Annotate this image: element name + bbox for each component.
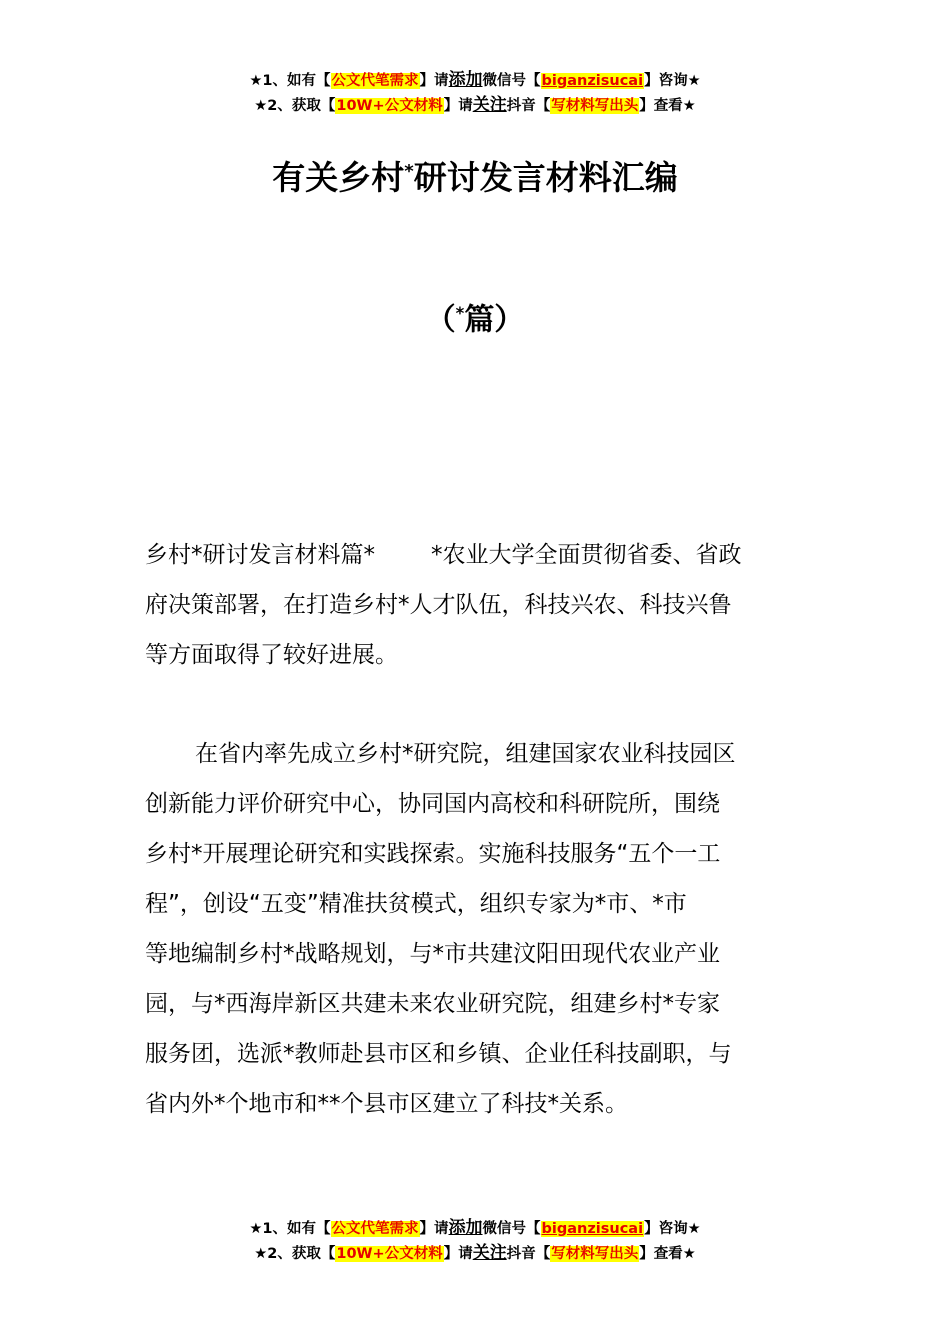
notice-text: 】请 — [443, 98, 473, 114]
notice-text: 微信号【 — [482, 1221, 541, 1237]
notice-text: 】请 — [419, 73, 449, 89]
subtitle-placeholder-mark: * — [455, 304, 465, 323]
paragraph-line: 府决策部署，在打造乡村*人才队伍，科技兴农、科技兴鲁 — [145, 592, 732, 618]
douyin-account: 写材料写出头 — [551, 1246, 639, 1262]
wechat-id: biganzisucai — [541, 1221, 644, 1237]
notice-line-1 — [0, 1216, 950, 1241]
highlight-materials: 10W+公文材料 — [336, 1246, 443, 1262]
notice-text: ★2、获取【 — [254, 98, 336, 114]
notice-text: 】咨询★ — [644, 1221, 701, 1237]
notice-text: 】查看★ — [639, 1246, 696, 1262]
emphasis-add: 添加 — [448, 1218, 483, 1238]
notice-text: 微信号【 — [482, 73, 541, 89]
paragraph-line — [145, 530, 807, 580]
emphasis-add: 添加 — [448, 70, 483, 90]
title-text: 研讨发言材料汇编 — [413, 157, 678, 197]
highlight-service: 公文代笔需求 — [331, 1221, 419, 1237]
emphasis-follow: 关注 — [472, 95, 507, 115]
body-paragraph-1 — [145, 530, 807, 680]
title-text: 有关乡村 — [272, 157, 405, 197]
notice-text: 】查看★ — [639, 98, 696, 114]
paragraph-line: 乡村*开展理论研究和实践探索。实施科技服务“五个一工 — [145, 841, 721, 867]
paragraph-line: 程”，创设“五变”精准扶贫模式，组织专家为*市、*市 — [145, 891, 687, 917]
notice-text: 抖音【 — [506, 98, 551, 114]
paragraph-line: 在省内率先成立乡村*研究院，组建国家农业科技园区 — [195, 741, 736, 767]
paragraph-line: 园，与*西海岸新区共建未来农业研究院，组建乡村*专家 — [145, 991, 720, 1017]
notice-line-1 — [0, 68, 950, 93]
wechat-id: biganzisucai — [541, 73, 644, 89]
notice-text: 】请 — [443, 1246, 473, 1262]
notice-text: ★1、如有【 — [249, 1221, 331, 1237]
notice-text: 抖音【 — [506, 1246, 551, 1262]
notice-text: 】请 — [419, 1221, 449, 1237]
header-notice — [0, 68, 950, 118]
notice-line-2 — [0, 1241, 950, 1266]
paragraph-line: 等方面取得了较好进展。 — [145, 642, 398, 668]
notice-text: ★2、获取【 — [254, 1246, 336, 1262]
body-paragraph-2 — [145, 729, 807, 1129]
notice-text: ★1、如有【 — [249, 73, 331, 89]
document-subtitle — [0, 290, 950, 345]
footer-notice — [0, 1216, 950, 1266]
title-placeholder-mark: * — [404, 161, 414, 182]
document-title — [0, 146, 950, 204]
notice-text: 】咨询★ — [644, 73, 701, 89]
paragraph-line: 省内外*个地市和**个县市区建立了科技*关系。 — [145, 1091, 628, 1117]
paragraph-text: 乡村*研讨发言材料篇* — [145, 542, 375, 568]
highlight-materials: 10W+公文材料 — [336, 98, 443, 114]
subtitle-text: 篇） — [464, 302, 525, 338]
paragraph-line: 创新能力评价研究中心，协同国内高校和科研院所，围绕 — [145, 791, 720, 817]
notice-line-2 — [0, 93, 950, 118]
paragraph-text: *农业大学全面贯彻省委、省政 — [431, 542, 742, 568]
paragraph-line: 等地编制乡村*战略规划，与*市共建汶阳田现代农业产业 — [145, 941, 720, 967]
highlight-service: 公文代笔需求 — [331, 73, 419, 89]
paragraph-line: 服务团，选派*教师赴县市区和乡镇、企业任科技副职，与 — [145, 1041, 732, 1067]
subtitle-text: （ — [425, 302, 456, 338]
douyin-account: 写材料写出头 — [551, 98, 639, 114]
emphasis-follow: 关注 — [472, 1243, 507, 1263]
